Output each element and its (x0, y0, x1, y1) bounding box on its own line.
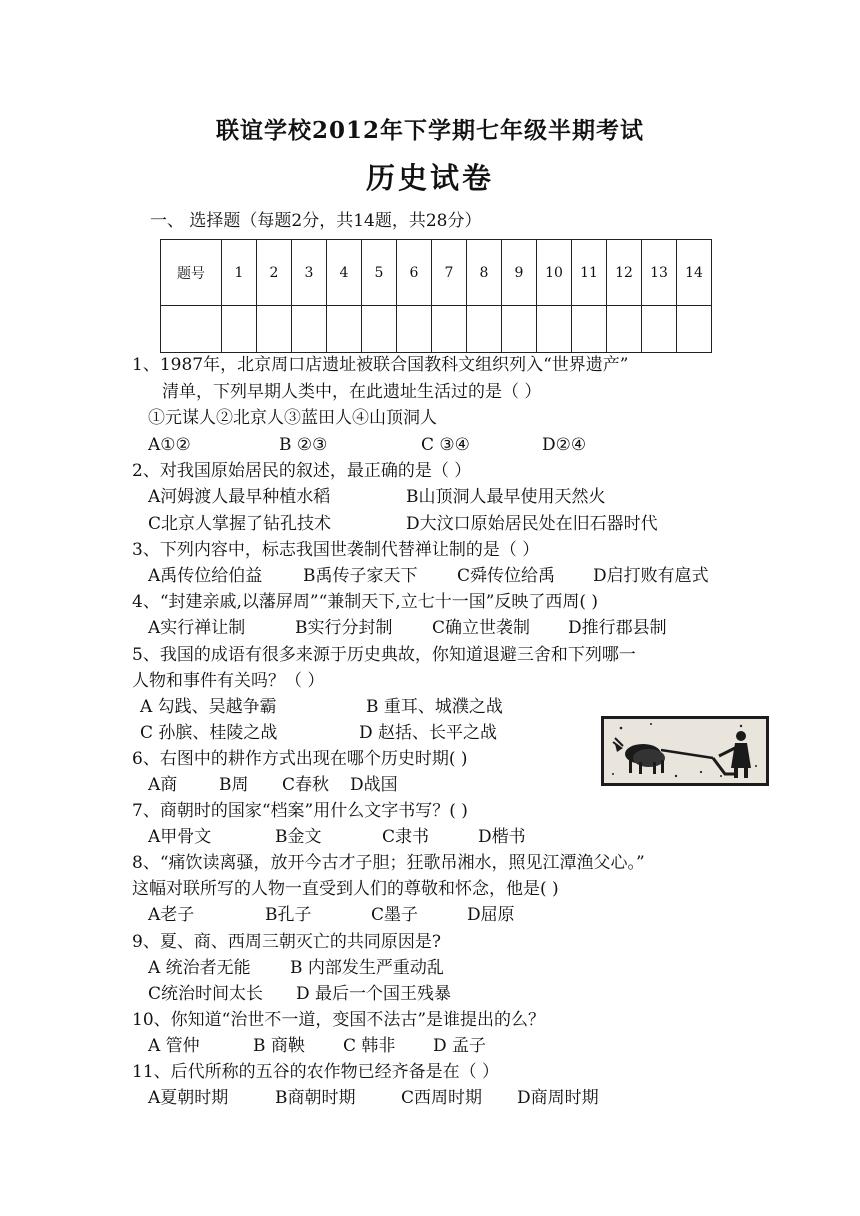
answer-option: D 最后一个国王残暴 (296, 984, 452, 1004)
answer-option: B山顶洞人最早使用天然火 (406, 487, 606, 507)
answer-option: A甲骨文 (148, 827, 212, 847)
answer-option: B实行分封制 (295, 618, 393, 638)
question-stem-line: ①元谋人②北京人③蓝田人④山顶洞人 (148, 408, 437, 428)
answer-option: D大汶口原始居民处在旧石器时代 (406, 514, 658, 534)
answer-number-cell: 9 (502, 240, 537, 306)
answer-blank-cell[interactable] (397, 306, 432, 353)
answer-blank-cell[interactable] (502, 306, 537, 353)
question-stem-line: 8、“痛饮读离骚，放开今古才子胆；狂歌吊湘水，照见江潭渔父心。” (132, 853, 645, 873)
answer-option: D商周时期 (517, 1088, 599, 1108)
answer-blank-cell[interactable] (467, 306, 502, 353)
question-stem-line: 9、夏、商、西周三朝灭亡的共同原因是? (132, 932, 441, 952)
answer-option: A①② (148, 435, 191, 455)
answer-number-cell: 8 (467, 240, 502, 306)
answer-option: B ②③ (279, 435, 328, 455)
answer-option: A河姆渡人最早种植水稻 (148, 487, 331, 507)
answer-blank-cell[interactable] (537, 306, 572, 353)
answer-option: A实行禅让制 (148, 618, 246, 638)
answer-number-cell: 13 (642, 240, 677, 306)
answer-option: C墨子 (371, 905, 419, 925)
question-stem-line: 6、右图中的耕作方式出现在哪个历史时期( ) (132, 749, 468, 769)
answer-option: A 管仲 (148, 1036, 200, 1056)
answer-option: B周 (219, 775, 249, 795)
question-stem-line: 人物和事件有关吗？（ ） (132, 671, 325, 691)
question-stem-line: 2、对我国原始居民的叙述，最正确的是（ ） (132, 461, 472, 481)
answer-table (160, 239, 712, 353)
answer-option: A 勾践、吴越争霸 (140, 697, 277, 717)
answer-option: D楷书 (478, 827, 526, 847)
question-stem-line: 3、下列内容中，标志我国世袭制代替禅让制的是（ ） (132, 540, 540, 560)
answer-option: D战国 (350, 775, 398, 795)
answer-option: B 重耳、城濮之战 (366, 697, 503, 717)
answer-blank-cell[interactable] (432, 306, 467, 353)
question-stem-line: 1、1987年，北京周口店遗址被联合国教科文组织列入“世界遗产” (132, 355, 629, 375)
answer-number-cell: 7 (432, 240, 467, 306)
answer-option: A商 (148, 775, 178, 795)
answer-number-cell: 4 (327, 240, 362, 306)
answer-option: C确立世袭制 (432, 618, 531, 638)
answer-option: B禹传子家天下 (303, 566, 418, 586)
answer-table-blank-row (161, 306, 712, 353)
answer-blank-cell[interactable] (257, 306, 292, 353)
answer-blank-cell[interactable] (327, 306, 362, 353)
answer-option: B 商鞅 (253, 1036, 305, 1056)
answer-option: D推行郡县制 (568, 618, 667, 638)
answer-number-cell: 6 (397, 240, 432, 306)
question-stem-line: 清单，下列早期人类中，在此遗址生活过的是（ ） (162, 382, 542, 402)
answer-option: A夏朝时期 (148, 1088, 229, 1108)
answer-table-number-row (161, 240, 712, 306)
answer-number-cell: 14 (677, 240, 712, 306)
answer-blank-cell[interactable] (222, 306, 257, 353)
answer-option: C西周时期 (401, 1088, 483, 1108)
answer-option: D 赵括、长平之战 (359, 723, 498, 743)
answer-number-cell: 11 (572, 240, 607, 306)
answer-option: C 韩非 (343, 1036, 396, 1056)
answer-blank-cell[interactable] (572, 306, 607, 353)
answer-option: C隶书 (382, 827, 430, 847)
answer-option: C舜传位给禹 (457, 566, 556, 586)
answer-option: C北京人掌握了钻孔技术 (148, 514, 332, 534)
answer-blank-cell[interactable] (362, 306, 397, 353)
answer-blank-cell[interactable] (642, 306, 677, 353)
question-stem-line: 5、我国的成语有很多来源于历史典故，你知道退避三舍和下列哪一 (132, 645, 636, 665)
answer-option: C ③④ (421, 435, 470, 455)
answer-option: B金文 (275, 827, 322, 847)
answer-blank-cell[interactable] (677, 306, 712, 353)
answer-blank-cell[interactable] (607, 306, 642, 353)
answer-option: A老子 (148, 905, 195, 925)
answer-option: C统治时间太长 (148, 984, 264, 1004)
answer-option: D 孟子 (433, 1036, 487, 1056)
question-stem-line: 10、你知道“治世不一道，变国不法古”是谁提出的么？ (132, 1010, 546, 1030)
answer-blank-cell[interactable] (292, 306, 327, 353)
answer-option: A禹传位给伯益 (148, 566, 263, 586)
question-stem-line: 7、商朝时的国家“档案”用什么文字书写？( ) (132, 801, 468, 821)
question-stem-line: 4、“封建亲戚,以藩屏周”“兼制天下,立七十一国”反映了西周( ) (132, 592, 599, 612)
section-heading: 一、 选择题（每题2分，共14题，共28分） (150, 211, 482, 231)
answer-option: D屈原 (467, 905, 515, 925)
answer-option: D启打败有扈式 (593, 566, 709, 586)
answer-number-cell: 5 (362, 240, 397, 306)
question-stem-line: 这幅对联所写的人物一直受到人们的尊敬和怀念，他是( ) (132, 879, 559, 899)
answer-option: A 统治者无能 (148, 958, 251, 978)
exam-subject-title: 历史试卷 (365, 161, 494, 195)
answer-number-cell: 1 (222, 240, 257, 306)
exam-school-title: 联谊学校2012年下学期七年级半期考试 (215, 117, 644, 144)
ox-plowing-illustration (601, 716, 769, 786)
answer-table-header-cell: 题号 (161, 240, 222, 306)
question-stem-line: 11、后代所称的五谷的农作物已经齐备是在（ ） (132, 1062, 500, 1082)
answer-number-cell: 12 (607, 240, 642, 306)
answer-option: D②④ (542, 435, 587, 455)
answer-number-cell: 2 (257, 240, 292, 306)
answer-number-cell: 10 (537, 240, 572, 306)
answer-option: B 内部发生严重动乱 (290, 958, 444, 978)
answer-blank-cell (161, 306, 222, 353)
answer-option: B商朝时期 (275, 1088, 356, 1108)
answer-option: C春秋 (282, 775, 330, 795)
answer-option: B孔子 (265, 905, 312, 925)
answer-option: C 孙膑、桂陵之战 (140, 723, 278, 743)
answer-number-cell: 3 (292, 240, 327, 306)
